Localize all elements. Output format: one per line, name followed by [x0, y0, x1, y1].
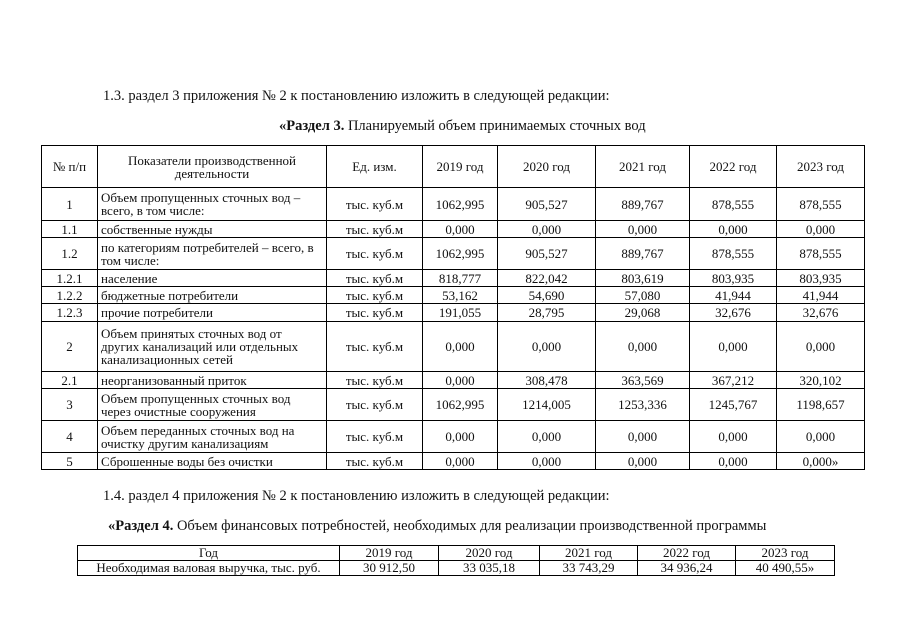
- header-cell: 2020 год: [498, 146, 596, 188]
- row-number: 1.1: [42, 221, 98, 238]
- row-unit: тыс. куб.м: [327, 453, 423, 470]
- table-row: [42, 188, 865, 221]
- row-number: 3: [42, 389, 98, 421]
- header-cell: 2021 год: [540, 546, 638, 561]
- value-2022: 803,935: [690, 270, 777, 287]
- value-2020: 54,690: [498, 287, 596, 304]
- value-2021: 0,000: [596, 421, 690, 453]
- row-name: Объем переданных сточных вод на очистку другим канализациям: [98, 421, 327, 453]
- row-number: 5: [42, 453, 98, 470]
- header-cell: 2023 год: [736, 546, 835, 561]
- value-2021: 57,080: [596, 287, 690, 304]
- paragraph-1-3: 1.3. раздел 3 приложения № 2 к постановлению изложить в следующей редакции:: [103, 88, 610, 104]
- row-number: 1.2.3: [42, 304, 98, 322]
- header-cell: № п/п: [42, 146, 98, 188]
- value-2021: 33 743,29: [540, 561, 638, 576]
- value-2022: 878,555: [690, 188, 777, 221]
- value-2020: 0,000: [498, 221, 596, 238]
- header-cell: Ед. изм.: [327, 146, 423, 188]
- value-2020: 33 035,18: [439, 561, 540, 576]
- section-4-heading: [108, 518, 766, 535]
- row-unit: тыс. куб.м: [327, 421, 423, 453]
- row-unit: тыс. куб.м: [327, 188, 423, 221]
- table-row: [42, 322, 865, 372]
- row-unit: тыс. куб.м: [327, 221, 423, 238]
- row-name: бюджетные потребители: [98, 287, 327, 304]
- value-2023: 41,944: [777, 287, 865, 304]
- row-name: неорганизованный приток: [98, 372, 327, 389]
- value-2021: 29,068: [596, 304, 690, 322]
- value-2021: 889,767: [596, 238, 690, 270]
- value-2020: 905,527: [498, 188, 596, 221]
- value-2022: 0,000: [690, 322, 777, 372]
- value-2021: 0,000: [596, 221, 690, 238]
- value-2020: 28,795: [498, 304, 596, 322]
- value-2020: 905,527: [498, 238, 596, 270]
- value-2019: 0,000: [423, 322, 498, 372]
- value-2019: 0,000: [423, 421, 498, 453]
- value-2022: 1245,767: [690, 389, 777, 421]
- section-4-title: Объем финансовых потребностей, необходимых для реализации производственной программы: [173, 518, 767, 534]
- value-2019: 0,000: [423, 453, 498, 470]
- value-2020: 822,042: [498, 270, 596, 287]
- value-2023: 320,102: [777, 372, 865, 389]
- row-number: 1: [42, 188, 98, 221]
- row-number: 4: [42, 421, 98, 453]
- table-row: [78, 561, 835, 576]
- value-2022: 0,000: [690, 221, 777, 238]
- table-row: [42, 372, 865, 389]
- value-2019: 1062,995: [423, 188, 498, 221]
- value-2022: 34 936,24: [638, 561, 736, 576]
- planned-wastewater-table: [41, 145, 865, 470]
- value-2020: 308,478: [498, 372, 596, 389]
- row-unit: тыс. куб.м: [327, 304, 423, 322]
- row-number: 2.1: [42, 372, 98, 389]
- table-header-row: [42, 146, 865, 188]
- row-name: Объем пропущенных сточных вод – всего, в том числе:: [98, 188, 327, 221]
- value-2022: 0,000: [690, 453, 777, 470]
- row-unit: тыс. куб.м: [327, 322, 423, 372]
- header-cell: Показатели производственной деятельности: [98, 146, 327, 188]
- value-2019: 1062,995: [423, 238, 498, 270]
- row-name: Объем принятых сточных вод от других канализаций или отдельных канализационных сетей: [98, 322, 327, 372]
- table-row: [42, 389, 865, 421]
- value-2021: 0,000: [596, 453, 690, 470]
- value-2021: 0,000: [596, 322, 690, 372]
- value-2023: 0,000: [777, 322, 865, 372]
- row-number: 1.2.1: [42, 270, 98, 287]
- header-cell: 2020 год: [439, 546, 540, 561]
- value-2023: 1198,657: [777, 389, 865, 421]
- value-2023: 0,000: [777, 221, 865, 238]
- header-cell: 2019 год: [340, 546, 439, 561]
- value-2020: 0,000: [498, 421, 596, 453]
- value-2022: 367,212: [690, 372, 777, 389]
- table-row: [42, 421, 865, 453]
- table-row: [42, 221, 865, 238]
- section-3-title: Планируемый объем принимаемых сточных вод: [344, 118, 646, 134]
- header-cell: Год: [78, 546, 340, 561]
- row-name: прочие потребители: [98, 304, 327, 322]
- header-cell: 2023 год: [777, 146, 865, 188]
- table-row: [42, 453, 865, 470]
- value-2023: 878,555: [777, 188, 865, 221]
- value-2019: 191,055: [423, 304, 498, 322]
- row-unit: тыс. куб.м: [327, 287, 423, 304]
- paragraph-1-4: 1.4. раздел 4 приложения № 2 к постановлению изложить в следующей редакции:: [103, 488, 610, 504]
- value-2019: 0,000: [423, 221, 498, 238]
- value-2021: 1253,336: [596, 389, 690, 421]
- row-name: Объем пропущенных сточных вод через очистные сооружения: [98, 389, 327, 421]
- value-2019: 0,000: [423, 372, 498, 389]
- table-header-row: [78, 546, 835, 561]
- value-2023: 0,000»: [777, 453, 865, 470]
- value-2021: 363,569: [596, 372, 690, 389]
- value-2022: 32,676: [690, 304, 777, 322]
- value-2021: 889,767: [596, 188, 690, 221]
- row-name: по категориям потребителей – всего, в том числе:: [98, 238, 327, 270]
- value-2020: 0,000: [498, 322, 596, 372]
- row-number: 1.2.2: [42, 287, 98, 304]
- header-cell: 2022 год: [690, 146, 777, 188]
- value-2022: 41,944: [690, 287, 777, 304]
- header-cell: 2019 год: [423, 146, 498, 188]
- value-2020: 0,000: [498, 453, 596, 470]
- value-2019: 1062,995: [423, 389, 498, 421]
- row-number: 1.2: [42, 238, 98, 270]
- value-2022: 0,000: [690, 421, 777, 453]
- value-2023: 32,676: [777, 304, 865, 322]
- table-row: [42, 287, 865, 304]
- header-cell: 2021 год: [596, 146, 690, 188]
- row-number: 2: [42, 322, 98, 372]
- section-4-label: «Раздел 4.: [108, 518, 174, 534]
- row-name: население: [98, 270, 327, 287]
- header-cell: 2022 год: [638, 546, 736, 561]
- section-3-heading: [279, 118, 646, 135]
- table-row: [42, 304, 865, 322]
- row-unit: тыс. куб.м: [327, 238, 423, 270]
- value-2020: 1214,005: [498, 389, 596, 421]
- value-2023: 803,935: [777, 270, 865, 287]
- row-name: собственные нужды: [98, 221, 327, 238]
- value-2019: 53,162: [423, 287, 498, 304]
- value-2022: 878,555: [690, 238, 777, 270]
- table-row: [42, 238, 865, 270]
- row-name: Необходимая валовая выручка, тыс. руб.: [78, 561, 340, 576]
- row-unit: тыс. куб.м: [327, 389, 423, 421]
- row-name: Сброшенные воды без очистки: [98, 453, 327, 470]
- value-2023: 878,555: [777, 238, 865, 270]
- value-2019: 30 912,50: [340, 561, 439, 576]
- financial-needs-table: [77, 545, 835, 576]
- value-2019: 818,777: [423, 270, 498, 287]
- table-row: [42, 270, 865, 287]
- value-2023: 40 490,55»: [736, 561, 835, 576]
- value-2021: 803,619: [596, 270, 690, 287]
- row-unit: тыс. куб.м: [327, 372, 423, 389]
- row-unit: тыс. куб.м: [327, 270, 423, 287]
- section-3-label: «Раздел 3.: [279, 118, 345, 134]
- value-2023: 0,000: [777, 421, 865, 453]
